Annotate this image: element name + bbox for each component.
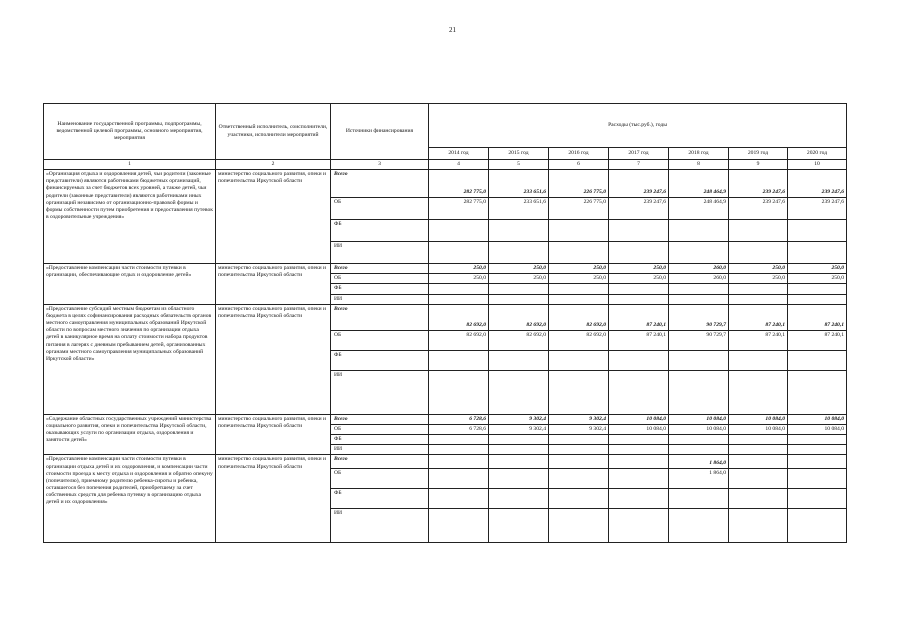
expense-value	[549, 455, 609, 469]
expense-value: 250,0	[549, 274, 609, 284]
expense-value	[729, 220, 788, 242]
expense-value	[429, 445, 489, 455]
expense-value	[609, 469, 669, 489]
expense-value	[788, 469, 847, 489]
expense-value	[788, 455, 847, 469]
expense-value	[669, 294, 729, 304]
expense-value	[788, 509, 847, 543]
expense-value	[549, 489, 609, 509]
expense-value	[788, 350, 847, 370]
expense-value: 282 775,0	[429, 198, 489, 220]
expense-value: 250,0	[429, 264, 489, 274]
expense-value	[729, 435, 788, 445]
funding-source: ФБ	[331, 435, 429, 445]
section-executor: министерство социального развития, опеки и попечительства Иркутской области	[216, 455, 331, 543]
expense-value	[788, 445, 847, 455]
expense-value: 1 864,0	[669, 469, 729, 489]
funding-source: ИИ	[331, 509, 429, 543]
expense-value	[429, 469, 489, 489]
expense-value	[489, 294, 549, 304]
expense-value: 248 464,9	[669, 170, 729, 198]
expense-value: 250,0	[788, 264, 847, 274]
expense-value: 248 464,9	[669, 198, 729, 220]
expense-value: 90 729,7	[669, 304, 729, 330]
funding-source: ИИ	[331, 242, 429, 264]
expense-value	[609, 445, 669, 455]
expense-value: 239 247,6	[788, 170, 847, 198]
expense-value	[669, 435, 729, 445]
funding-source: Всего	[331, 455, 429, 469]
expense-value	[729, 350, 788, 370]
expense-value	[788, 242, 847, 264]
expense-value: 90 729,7	[669, 330, 729, 350]
expense-value	[729, 455, 788, 469]
expense-value	[549, 445, 609, 455]
expense-value	[669, 370, 729, 414]
expense-value	[549, 469, 609, 489]
expense-value: 82 692,0	[549, 304, 609, 330]
expense-value	[609, 509, 669, 543]
header-year: 2018 год	[669, 148, 729, 160]
expense-value	[429, 435, 489, 445]
header-year: 2014 год	[429, 148, 489, 160]
expense-value: 260,0	[669, 274, 729, 284]
page-number: 21	[449, 26, 456, 34]
expense-value: 9 302,4	[549, 424, 609, 434]
expense-value	[549, 284, 609, 294]
expense-value: 9 302,4	[549, 414, 609, 424]
expense-value	[729, 294, 788, 304]
expense-value	[429, 350, 489, 370]
expense-value: 1 864,0	[669, 455, 729, 469]
expense-value	[429, 242, 489, 264]
expense-value	[729, 469, 788, 489]
expense-value: 226 775,0	[549, 198, 609, 220]
expense-value	[489, 469, 549, 489]
expense-value: 10 084,0	[669, 414, 729, 424]
header-col-name: Наименование государственной программы, подпрограммы, ведомственной целевой программы, основного мероприятия, мероприятия	[44, 104, 216, 160]
expense-value	[788, 284, 847, 294]
expense-value	[788, 435, 847, 445]
expense-value: 250,0	[429, 274, 489, 284]
expense-value	[729, 445, 788, 455]
expense-value: 239 247,6	[729, 198, 788, 220]
expense-value	[549, 435, 609, 445]
funding-source: ОБ	[331, 198, 429, 220]
expense-value: 239 247,6	[609, 170, 669, 198]
expense-value	[669, 242, 729, 264]
expense-value	[549, 220, 609, 242]
expense-value	[669, 509, 729, 543]
expense-value: 10 084,0	[788, 414, 847, 424]
expense-value	[549, 294, 609, 304]
expense-value: 10 084,0	[788, 424, 847, 434]
section-executor: министерство социального развития, опеки и попечительства Иркутской области	[216, 304, 331, 414]
column-number: 8	[669, 160, 729, 170]
expense-value	[788, 489, 847, 509]
funding-source: ОБ	[331, 274, 429, 284]
section-name: «Предоставление субсидий местным бюджетам из областного бюджета в целях софинансирования расходных обязательств органов местного самоуправления муниципальных образований Иркутской области по вопросам местного значения по организации отдыха детей в каникулярное время на оплату стоимости набора продуктов питания в лагерях с дневным пребыванием детей, организованных органами местного самоуправления муниципальных образований Иркутской области»	[44, 304, 216, 414]
expense-value: 250,0	[729, 274, 788, 284]
expense-value	[489, 455, 549, 469]
expense-value: 239 247,6	[729, 170, 788, 198]
column-number: 7	[609, 160, 669, 170]
column-number: 6	[549, 160, 609, 170]
expense-value: 250,0	[489, 264, 549, 274]
funding-source: ОБ	[331, 424, 429, 434]
column-number: 10	[788, 160, 847, 170]
expense-value: 87 240,1	[729, 304, 788, 330]
table-row	[44, 414, 847, 424]
expense-value	[489, 489, 549, 509]
expense-value: 10 084,0	[669, 424, 729, 434]
expense-value	[669, 445, 729, 455]
section-name: «Предоставление компенсации части стоимости путевки в организации, обеспечивающие отдых и оздоровление детей»	[44, 264, 216, 305]
expense-value	[729, 370, 788, 414]
expense-value	[729, 242, 788, 264]
funding-source: ОБ	[331, 330, 429, 350]
column-number: 9	[729, 160, 788, 170]
expense-value	[489, 370, 549, 414]
expense-value: 82 692,0	[429, 330, 489, 350]
column-number: 2	[216, 160, 331, 170]
expense-value	[729, 489, 788, 509]
expense-value: 87 240,1	[609, 330, 669, 350]
expense-value: 87 240,1	[609, 304, 669, 330]
expense-value	[609, 455, 669, 469]
expense-value	[429, 220, 489, 242]
header-col-source: Источники финансирования	[331, 104, 429, 160]
funding-source: ИИ	[331, 445, 429, 455]
expense-value: 250,0	[788, 274, 847, 284]
expense-value	[669, 489, 729, 509]
expense-value	[489, 220, 549, 242]
expense-value	[549, 370, 609, 414]
funding-source: ФБ	[331, 350, 429, 370]
header-year: 2020 год	[788, 148, 847, 160]
column-number: 3	[331, 160, 429, 170]
header-col-expenses: Расходы (тыс.руб.), годы	[429, 104, 847, 148]
header-year: 2017 год	[609, 148, 669, 160]
expense-value: 282 775,0	[429, 170, 489, 198]
expense-value	[609, 435, 669, 445]
expense-value: 239 247,6	[609, 198, 669, 220]
table-row	[44, 170, 847, 198]
expense-value: 250,0	[729, 264, 788, 274]
expense-value: 9 302,4	[489, 424, 549, 434]
expense-value	[489, 284, 549, 294]
expense-value: 250,0	[609, 264, 669, 274]
column-number: 5	[489, 160, 549, 170]
funding-source: ФБ	[331, 284, 429, 294]
header-year: 2019 год	[729, 148, 788, 160]
column-number: 4	[429, 160, 489, 170]
expense-value	[549, 242, 609, 264]
expense-value	[429, 455, 489, 469]
expense-value	[429, 509, 489, 543]
section-name: «Содержание областных государственных учреждений министерства социального развития, опеки и попечительства Иркутской области, оказывающих услуги по организации отдыха, оздоровления и занятости детей»	[44, 414, 216, 455]
expense-value	[609, 220, 669, 242]
expense-value: 10 084,0	[729, 414, 788, 424]
budget-table	[43, 103, 847, 543]
expense-value	[788, 220, 847, 242]
expense-value: 9 302,4	[489, 414, 549, 424]
expense-value: 82 692,0	[489, 330, 549, 350]
expense-value	[729, 284, 788, 294]
expense-value	[549, 350, 609, 370]
expense-value: 250,0	[609, 274, 669, 284]
expense-value: 233 651,6	[489, 170, 549, 198]
column-number: 1	[44, 160, 216, 170]
expense-value: 87 240,1	[729, 330, 788, 350]
expense-value	[609, 242, 669, 264]
table-row	[44, 304, 847, 330]
expense-value	[489, 242, 549, 264]
expense-value	[489, 350, 549, 370]
expense-value: 260,0	[669, 264, 729, 274]
expense-value: 82 692,0	[429, 304, 489, 330]
expense-value	[788, 294, 847, 304]
expense-value: 10 084,0	[609, 424, 669, 434]
section-name: «Организация отдыха и оздоровления детей, чьи родители (законные представители) являются работниками бюджетных организаций, финансируемых за счет бюджетов всех уровней, а также детей, чьи родители (законные представители) являются работниками иных организаций независимо от организационно-правовой формы и формы собственности путем приобретения и предоставления путевок в оздоровительные учреждения»	[44, 170, 216, 264]
expense-value: 10 084,0	[729, 424, 788, 434]
funding-source: ФБ	[331, 489, 429, 509]
expense-value: 87 240,1	[788, 330, 847, 350]
section-executor: министерство социального развития, опеки и попечительства Иркутской области	[216, 264, 331, 305]
expense-value: 87 240,1	[788, 304, 847, 330]
funding-source: Всего	[331, 170, 429, 198]
expense-value	[669, 284, 729, 294]
expense-value: 226 775,0	[549, 170, 609, 198]
expense-value: 82 692,0	[489, 304, 549, 330]
expense-value: 250,0	[549, 264, 609, 274]
expense-value: 6 728,6	[429, 424, 489, 434]
section-executor: министерство социального развития, опеки и попечительства Иркутской области	[216, 414, 331, 455]
header-year: 2015 год	[489, 148, 549, 160]
expense-value: 10 084,0	[609, 414, 669, 424]
table-row	[44, 264, 847, 274]
expense-value	[429, 489, 489, 509]
expense-value	[609, 284, 669, 294]
funding-source: Всего	[331, 304, 429, 330]
header-year: 2016 год	[549, 148, 609, 160]
header-col-executor: Ответственный исполнитель, соисполнители, участники, исполнители мероприятий	[216, 104, 331, 160]
section-executor: министерство социального развития, опеки и попечительства Иркутской области	[216, 170, 331, 264]
expense-value: 82 692,0	[549, 330, 609, 350]
expense-value	[609, 294, 669, 304]
funding-source: ИИ	[331, 294, 429, 304]
expense-value	[489, 435, 549, 445]
expense-value	[729, 509, 788, 543]
expense-value: 6 728,6	[429, 414, 489, 424]
table-row	[44, 455, 847, 469]
expense-value	[549, 509, 609, 543]
expense-value	[669, 220, 729, 242]
expense-value	[609, 370, 669, 414]
expense-value	[429, 370, 489, 414]
expense-value	[609, 489, 669, 509]
funding-source: ИИ	[331, 370, 429, 414]
expense-value	[788, 370, 847, 414]
funding-source: ФБ	[331, 220, 429, 242]
expense-value	[429, 284, 489, 294]
section-name: «Предоставление компенсации части стоимости путевки в организации отдыха детей и их оздоровления, и компенсации части стоимости проезда к месту отдыха и оздоровления и обратно опекуну (попечителю), приемному родителю ребенка-сироты и ребенка, оставшегося без попечения родителей, приобретшему за счет собственных средств для ребенка путевку в организацию отдыха детей и их оздоровления»	[44, 455, 216, 543]
expense-value	[669, 350, 729, 370]
funding-source: Всего	[331, 414, 429, 424]
expense-value	[489, 445, 549, 455]
expense-value: 250,0	[489, 274, 549, 284]
expense-value	[609, 350, 669, 370]
funding-source: ОБ	[331, 469, 429, 489]
expense-value: 233 651,6	[489, 198, 549, 220]
expense-value	[429, 294, 489, 304]
funding-source: Всего	[331, 264, 429, 274]
expense-value: 239 247,6	[788, 198, 847, 220]
expense-value	[489, 509, 549, 543]
